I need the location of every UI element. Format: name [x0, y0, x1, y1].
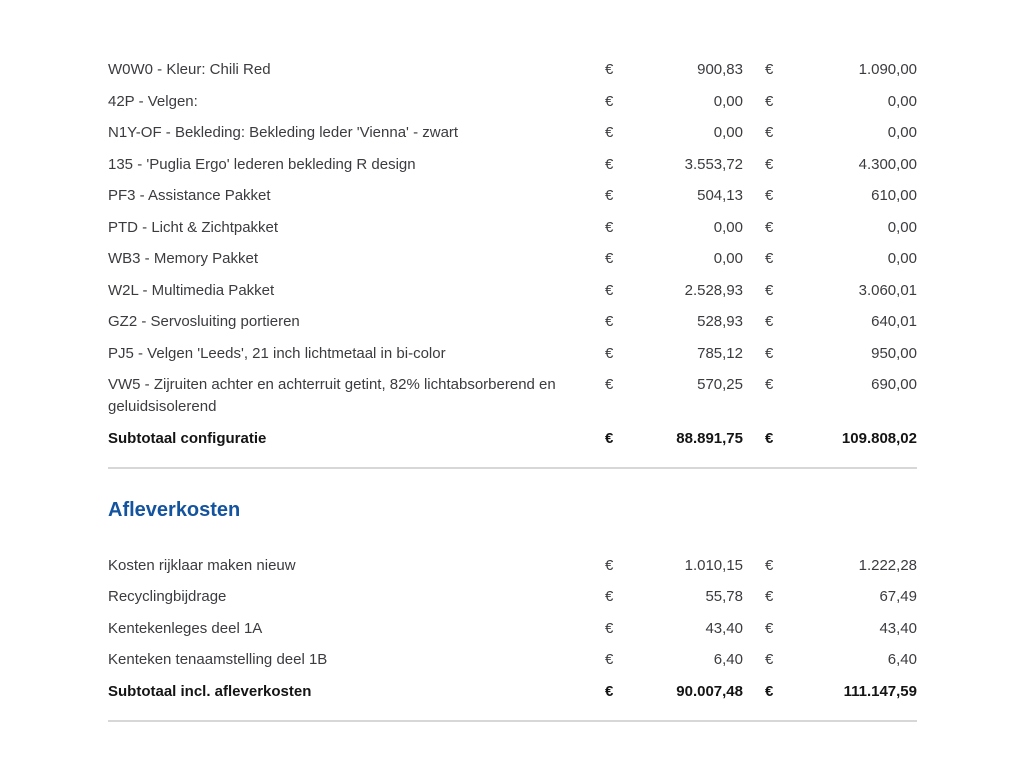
amount-column-1: 3.553,72: [684, 155, 743, 173]
price-column-1: [605, 618, 743, 640]
price-column-2: [765, 681, 917, 703]
euro-symbol: €: [765, 429, 774, 447]
price-column-1: [605, 59, 743, 81]
euro-symbol: €: [765, 218, 774, 236]
amount-column-2: 1.222,28: [858, 556, 917, 574]
price-row: [108, 91, 917, 113]
euro-symbol: €: [765, 619, 774, 637]
price-column-1: [605, 185, 743, 207]
euro-symbol: €: [765, 588, 774, 605]
euro-symbol: €: [765, 281, 774, 299]
amount-column-1: 0,00: [713, 124, 743, 141]
section-divider-top: [108, 467, 917, 469]
item-label: W0W0 - Kleur: Chili Red: [108, 61, 271, 78]
euro-symbol: €: [605, 682, 614, 700]
amount-column-2: 0,00: [887, 92, 917, 110]
price-column-2: [765, 91, 917, 113]
amount-column-1: 55,78: [705, 588, 743, 605]
euro-symbol: €: [765, 250, 774, 267]
price-row: [108, 122, 917, 144]
item-label: Kosten rijklaar maken nieuw: [108, 556, 296, 574]
euro-symbol: €: [765, 187, 774, 204]
price-column-2: [765, 122, 917, 144]
price-row: [108, 374, 917, 418]
amount-column-2: 111.147,59: [843, 682, 917, 700]
item-label: 135 - 'Puglia Ergo' lederen bekleding R design: [108, 155, 416, 173]
amount-column-2: 1.090,00: [858, 61, 917, 78]
price-column-1: [605, 248, 743, 270]
price-column-2: [765, 618, 917, 640]
item-label: PF3 - Assistance Pakket: [108, 187, 271, 204]
price-column-2: [765, 280, 917, 302]
price-column-1: [605, 122, 743, 144]
price-column-1: [605, 280, 743, 302]
price-column-1: [605, 555, 743, 577]
price-row: [108, 618, 917, 640]
euro-symbol: €: [605, 313, 614, 330]
item-label: W2L - Multimedia Pakket: [108, 281, 275, 299]
amount-column-1: 0,00: [713, 250, 743, 267]
subtotal-row: [108, 681, 917, 703]
price-column-2: [765, 154, 917, 176]
amount-column-1: 785,12: [697, 344, 743, 362]
amount-column-1: 570,25: [697, 376, 743, 393]
euro-symbol: €: [765, 61, 774, 78]
euro-symbol: €: [765, 376, 774, 393]
euro-symbol: €: [605, 218, 614, 236]
price-row: [108, 555, 917, 577]
amount-column-2: 43,40: [879, 619, 917, 637]
euro-symbol: €: [605, 61, 614, 78]
price-row: [108, 586, 917, 608]
price-column-1: [605, 428, 743, 450]
euro-symbol: €: [765, 651, 774, 668]
amount-column-1: 528,93: [697, 313, 743, 330]
euro-symbol: €: [605, 376, 614, 393]
amount-column-2: 0,00: [887, 124, 917, 141]
item-label: Subtotaal configuratie: [108, 429, 267, 447]
amount-column-1: 43,40: [705, 619, 743, 637]
price-column-1: [605, 154, 743, 176]
subtotal-row: [108, 428, 917, 450]
item-label: 42P - Velgen:: [108, 92, 198, 110]
amount-column-2: 3.060,01: [858, 281, 917, 299]
price-column-2: [765, 185, 917, 207]
order-pricing-document: [108, 0, 917, 722]
euro-symbol: €: [765, 124, 774, 141]
amount-column-1: 1.010,15: [684, 556, 743, 574]
amount-column-1: 2.528,93: [684, 281, 743, 299]
euro-symbol: €: [605, 124, 614, 141]
price-row: [108, 311, 917, 333]
item-label: PTD - Licht & Zichtpakket: [108, 218, 279, 236]
item-label: Kenteken tenaamstelling deel 1B: [108, 651, 328, 668]
amount-column-1: 0,00: [713, 92, 743, 110]
price-column-2: [765, 374, 917, 396]
price-column-2: [765, 311, 917, 333]
amount-column-1: 0,00: [713, 218, 743, 236]
price-column-2: [765, 248, 917, 270]
delivery-rows: [108, 555, 917, 703]
euro-symbol: €: [765, 344, 774, 362]
price-row: [108, 280, 917, 302]
price-column-1: [605, 681, 743, 703]
amount-column-2: 610,00: [871, 187, 917, 204]
item-label: Subtotaal incl. afleverkosten: [108, 682, 312, 700]
item-label: WB3 - Memory Pakket: [108, 250, 259, 267]
item-label: Recyclingbijdrage: [108, 588, 227, 605]
item-label: GZ2 - Servosluiting portieren: [108, 313, 300, 330]
amount-column-1: 504,13: [697, 187, 743, 204]
amount-column-2: 690,00: [871, 376, 917, 393]
item-label: VW5 - Zijruiten achter en achterruit getint, 82% lichtabsorberend en geluidsisolerend: [108, 376, 556, 415]
price-row: [108, 217, 917, 239]
price-row: [108, 649, 917, 671]
item-label: N1Y-OF - Bekleding: Bekleding leder 'Vienna' - zwart: [108, 124, 459, 141]
euro-symbol: €: [605, 250, 614, 267]
amount-column-2: 950,00: [871, 344, 917, 362]
item-label: Kentekenleges deel 1A: [108, 619, 263, 637]
euro-symbol: €: [605, 429, 614, 447]
price-column-1: [605, 586, 743, 608]
configuration-section: [108, 59, 917, 450]
euro-symbol: €: [605, 588, 614, 605]
euro-symbol: €: [605, 92, 614, 110]
price-column-2: [765, 649, 917, 671]
amount-column-2: 4.300,00: [858, 155, 917, 173]
amount-column-1: 6,40: [713, 651, 743, 668]
amount-column-2: 109.808,02: [841, 429, 917, 447]
euro-symbol: €: [605, 556, 614, 574]
price-row: [108, 343, 917, 365]
section-divider-bottom: [108, 720, 917, 722]
price-column-2: [765, 343, 917, 365]
price-column-2: [765, 428, 917, 450]
price-column-2: [765, 59, 917, 81]
euro-symbol: €: [605, 619, 614, 637]
price-column-1: [605, 374, 743, 396]
price-column-2: [765, 217, 917, 239]
euro-symbol: €: [765, 313, 774, 330]
euro-symbol: €: [765, 155, 774, 173]
euro-symbol: €: [605, 155, 614, 173]
item-label: PJ5 - Velgen 'Leeds', 21 inch lichtmetaal in bi-color: [108, 344, 446, 362]
euro-symbol: €: [605, 651, 614, 668]
price-column-2: [765, 555, 917, 577]
amount-column-1: 88.891,75: [676, 429, 743, 447]
price-column-1: [605, 91, 743, 113]
price-column-2: [765, 586, 917, 608]
amount-column-2: 0,00: [887, 218, 917, 236]
euro-symbol: €: [765, 682, 774, 700]
price-column-1: [605, 217, 743, 239]
configuration-rows: [108, 59, 917, 450]
amount-column-2: 67,49: [879, 588, 917, 605]
euro-symbol: €: [765, 92, 774, 110]
euro-symbol: €: [765, 556, 774, 574]
euro-symbol: €: [605, 344, 614, 362]
price-row: [108, 185, 917, 207]
amount-column-2: 6,40: [887, 651, 917, 668]
amount-column-1: 900,83: [697, 61, 743, 78]
amount-column-2: 0,00: [887, 250, 917, 267]
amount-column-1: 90.007,48: [676, 682, 743, 700]
price-row: [108, 248, 917, 270]
price-row: [108, 59, 917, 81]
euro-symbol: €: [605, 187, 614, 204]
price-row: [108, 154, 917, 176]
price-column-1: [605, 343, 743, 365]
euro-symbol: €: [605, 281, 614, 299]
price-column-1: [605, 649, 743, 671]
amount-column-2: 640,01: [871, 313, 917, 330]
delivery-costs-section: [108, 497, 917, 703]
delivery-section-title: Afleverkosten: [108, 498, 241, 521]
price-column-1: [605, 311, 743, 333]
